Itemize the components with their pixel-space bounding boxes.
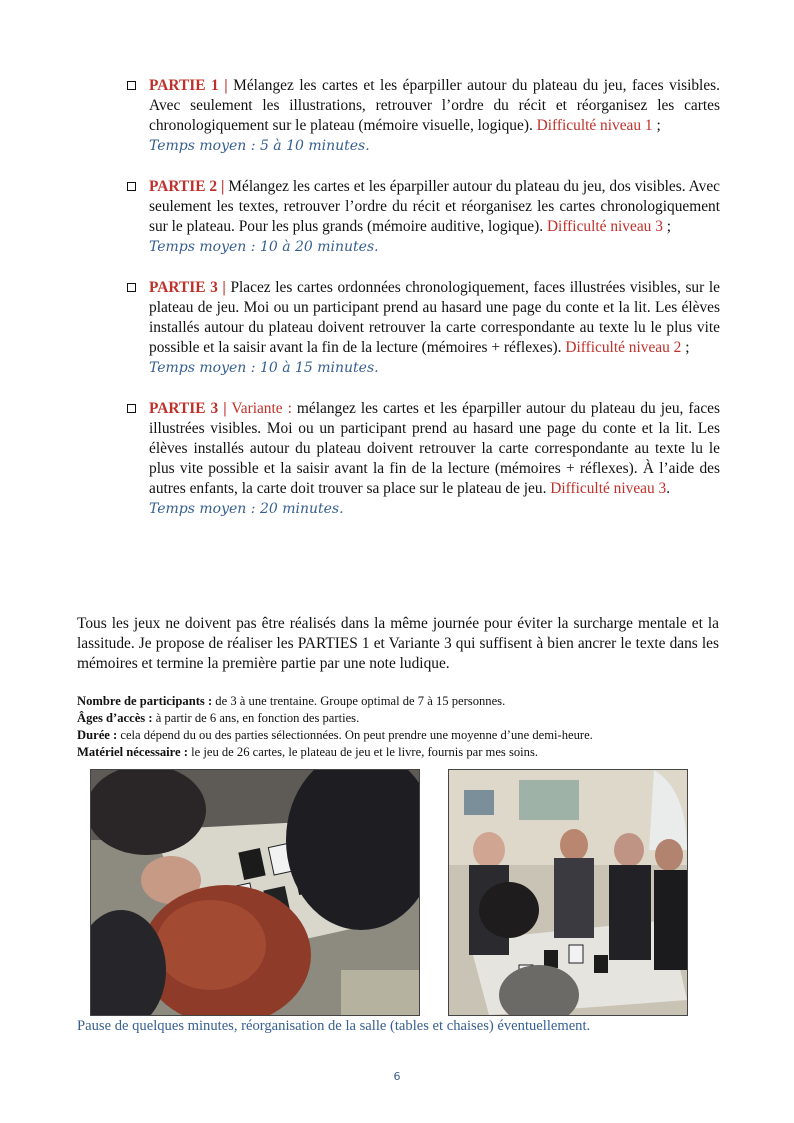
difficulty-label: Difficulté niveau 3 [550,480,667,497]
activity-list [125,76,720,540]
partie-description: Placez les cartes ordonnées chronologiquement, faces illustrées visibles, sur le plateau de jeu. Moi ou un participant prend au hasard une page du conte et la lit. Les élèves installés autour du plateau doivent retrouver la carte correspondante au texte lu le plus vite possible et la saisir avant la fin de la lecture (mémoires + réflexes). [149,279,720,356]
punctuation: ; [681,339,690,356]
checkbox-square-icon [127,283,136,292]
info-ages [77,710,737,727]
info-label: Durée : [77,728,118,742]
photo-group-around-table [448,769,688,1016]
partie-3-variant-item [125,399,720,519]
partie-3-variant-time: Temps moyen : 20 minutes. [149,501,344,517]
info-value: cela dépend du ou des parties sélectionnées. On peut prendre une moyenne d’une demi-heure. [117,728,593,742]
photo-caption: Pause de quelques minutes, réorganisation de la salle (tables et chaises) éventuellement. [77,1018,591,1034]
punctuation: ; [662,218,672,235]
partie-3-item [125,278,720,378]
difficulty-label: Difficulté niveau 3 [546,218,663,235]
conclusion-paragraph: Tous les jeux ne doivent pas être réalisés dans la même journée pour éviter la surcharge mentale et la lassitude. Je propose de réaliser les PARTIES 1 et Variante 3 qui suffisent à bien ancrer le texte dans les mémoires et termine la première partie par une note ludique. [77,615,719,672]
info-value: à partir de 6 ans, en fonction des parties. [152,711,360,725]
partie-2-time: Temps moyen : 10 à 20 minutes. [149,239,379,255]
partie-1-item [125,76,720,156]
checkbox-square-icon [127,81,136,90]
info-label: Matériel nécessaire : [77,745,188,759]
checkbox-square-icon [127,182,136,191]
partie-label: PARTIE 2 | [149,178,225,195]
partie-label: PARTIE 3 | [149,279,226,296]
info-label: Âges d’accès : [77,711,153,725]
partie-1-time: Temps moyen : 5 à 10 minutes. [149,138,370,154]
info-participants [77,693,737,710]
info-duration [77,727,737,744]
info-material [77,744,737,761]
partie-3-variant-text [149,399,720,499]
partie-label: PARTIE 3 | [149,400,227,417]
difficulty-label: Difficulté niveau 2 [565,339,682,356]
partie-2-text [149,177,720,237]
partie-label: PARTIE 1 | [149,77,228,94]
variant-label: Variante : [226,400,292,417]
partie-3-text [149,278,720,358]
punctuation: ; [652,117,661,134]
partie-1-text [149,76,720,136]
checkbox-square-icon [127,404,136,413]
difficulty-label: Difficulté niveau 1 [536,117,653,134]
info-block [77,693,737,761]
partie-2-item [125,177,720,257]
photo-game-board-closeup [90,769,420,1016]
partie-description: mélangez les cartes et les éparpiller autour du plateau du jeu, faces illustrées visibles. Moi ou un participant prend au hasard une page du conte et la lit. Les élèves installés autour du plateau doivent retrouver la carte correspondante au texte lu le plus vite possible et la saisir avant la fin de la lecture (mémoires + réflexes). À l’aide des autres enfants, la carte doit trouver sa place sur le plateau de jeu. [149,400,721,497]
partie-3-time: Temps moyen : 10 à 15 minutes. [149,360,379,376]
page-number: 6 [393,1070,401,1083]
info-value: le jeu de 26 cartes, le plateau de jeu et le livre, fournis par mes soins. [187,745,539,759]
info-label: Nombre de participants : [77,694,213,708]
partie-description: Mélangez les cartes et les éparpiller autour du plateau du jeu, dos visibles. Avec seulement les textes, retrouver l’ordre du récit et réorganisez les cartes chronologiquement sur le plateau. Pour les plus grands (mémoire auditive, logique). [149,178,720,235]
partie-description: Mélangez les cartes et les éparpiller autour du plateau du jeu, faces visibles. Avec seulement les illustrations, retrouver l’ordre du récit et réorganisez les cartes chronologiquement sur le plateau (mémoire visuelle, logique). [149,77,721,134]
punctuation: . [666,480,671,497]
info-value: de 3 à une trentaine. Groupe optimal de 7 à 15 personnes. [212,694,506,708]
